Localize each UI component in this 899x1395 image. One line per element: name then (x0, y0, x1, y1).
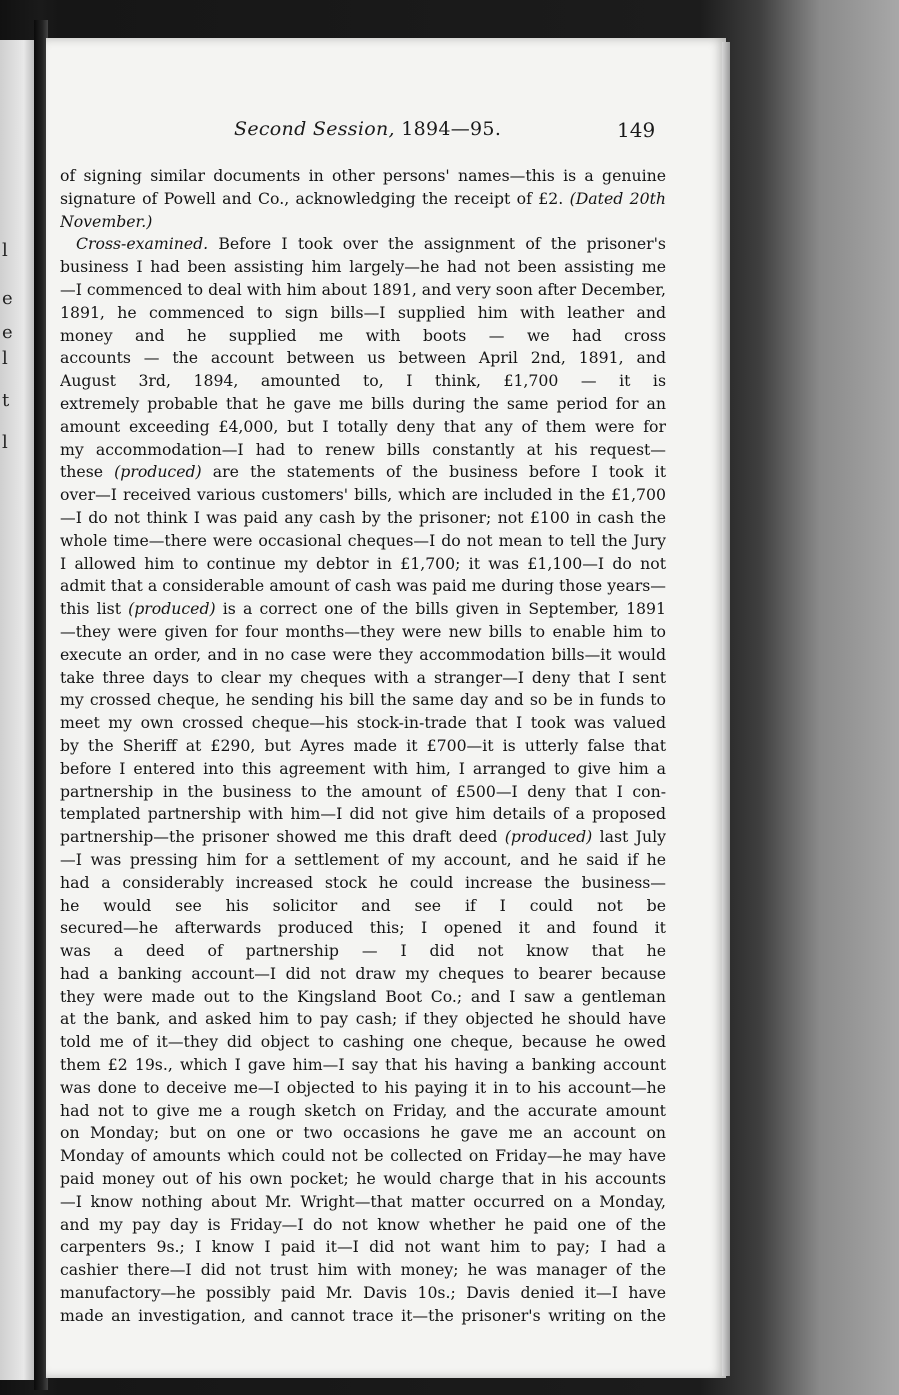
text-line: August 3rd, 1894, amounted to, I think, £1,700 — it is (60, 371, 666, 391)
facing-page-edge (0, 40, 34, 1380)
text-line: amount exceeding £4,000, but I totally deny that any of them were for (60, 416, 666, 436)
text-line: them £2 19s., which I gave him—I say that his having a banking account (60, 1055, 666, 1075)
text-line: this list (produced) is a correct one of the bills given in September, 1891 (60, 599, 666, 619)
text-line: Monday of amounts which could not be collected on Friday—he may have (60, 1146, 666, 1166)
text-line: I allowed him to continue my debtor in £1,700; it was £1,100—I do not (60, 553, 666, 573)
text-line: Cross-examined. Before I took over the assignment of the prisoner's (76, 234, 666, 254)
page-edge-shadow (722, 42, 730, 1376)
facing-page-fragment: l (2, 432, 8, 453)
text-line: partnership in the business to the amount of £500—I deny that I con- (60, 781, 666, 801)
text-line: by the Sheriff at £290, but Ayres made it £700—it is utterly false that (60, 735, 666, 755)
text-line: they were made out to the Kingsland Boot Co.; and I saw a gentleman (60, 986, 666, 1006)
running-head (234, 118, 514, 140)
text-line: made an investigation, and cannot trace it—the prisoner's writing on the (60, 1305, 666, 1325)
text-line: of signing similar documents in other persons' names—this is a genuine (60, 166, 666, 185)
text-line: told me of it—they did object to cashing one cheque, because he owed (60, 1032, 666, 1052)
text-line: cashier there—I did not trust him with money; he was manager of the (60, 1260, 666, 1280)
running-head-italic: Second Session, (234, 118, 395, 140)
page-number: 149 (617, 118, 656, 142)
text-line: extremely probable that he gave me bills during the same period for an (60, 393, 666, 413)
text-line: take three days to clear my cheques with a stranger—I deny that I sent (60, 667, 666, 687)
facing-page-fragment: t (2, 390, 10, 411)
running-head-years: 1894—95. (401, 118, 502, 140)
facing-page-fragment: l (2, 240, 8, 261)
facing-page-fragment: e (2, 288, 13, 309)
text-line: secured—he afterwards produced this; I opened it and found it (60, 918, 666, 938)
text-line: partnership—the prisoner showed me this draft deed (produced) last July (60, 827, 666, 847)
text-line: admit that a considerable amount of cash was paid me during those years— (60, 576, 666, 596)
text-line: —they were given for four months—they were new bills to enable him to (60, 621, 666, 641)
text-line: my crossed cheque, he sending his bill the same day and so be in funds to (60, 690, 666, 710)
text-line: was a deed of partnership — I did not know that he (60, 941, 666, 961)
text-line: and my pay day is Friday—I do not know whether he paid one of the (60, 1214, 666, 1234)
text-line: whole time—there were occasional cheques—I do not mean to tell the Jury (60, 530, 666, 550)
text-line: —I know nothing about Mr. Wright—that matter occurred on a Monday, (60, 1191, 666, 1211)
text-line: meet my own crossed cheque—his stock-in-trade that I took was valued (60, 713, 666, 733)
text-line: money and he supplied me with boots — we had cross (60, 325, 666, 345)
text-line: —I was pressing him for a settlement of my account, and he said if he (60, 849, 666, 869)
facing-page-fragment: e (2, 322, 13, 343)
text-line: my accommodation—I had to renew bills constantly at his request— (60, 439, 666, 459)
text-line: signature of Powell and Co., acknowledging the receipt of £2. (Dated 20th (60, 188, 666, 208)
text-line: was done to deceive me—I objected to his paying it in to his account—he (60, 1077, 666, 1097)
text-line: carpenters 9s.; I know I paid it—I did not want him to pay; I had a (60, 1237, 666, 1257)
text-line: templated partnership with him—I did not give him details of a proposed (60, 804, 666, 824)
text-line: paid money out of his own pocket; he would charge that in his accounts (60, 1169, 666, 1189)
text-line: execute an order, and in no case were they accommodation bills—it would (60, 644, 666, 664)
text-line: on Monday; but on one or two occasions he gave me an account on (60, 1123, 666, 1143)
text-line: over—I received various customers' bills, which are included in the £1,700 (60, 485, 666, 505)
page-header (46, 116, 726, 146)
text-line: had not to give me a rough sketch on Friday, and the accurate amount (60, 1100, 666, 1120)
text-line: manufactory—he possibly paid Mr. Davis 10s.; Davis denied it—I have (60, 1283, 666, 1303)
text-line: November.) (60, 211, 153, 231)
text-line: had a considerably increased stock he could increase the business— (60, 872, 666, 892)
text-line: at the bank, and asked him to pay cash; if they objected he should have (60, 1009, 666, 1029)
text-line: 1891, he commenced to sign bills—I supplied him with leather and (60, 302, 666, 322)
body-text (60, 165, 666, 1328)
book-page (46, 38, 726, 1378)
text-line: had a banking account—I did not draw my cheques to bearer because (60, 963, 666, 983)
text-line: he would see his solicitor and see if I could not be (60, 895, 666, 915)
text-line: —I commenced to deal with him about 1891, and very soon after December, (60, 279, 666, 299)
text-line: —I do not think I was paid any cash by the prisoner; not £100 in cash the (60, 507, 666, 527)
text-line: business I had been assisting him largely—he had not been assisting me (60, 257, 666, 277)
text-line: before I entered into this agreement with him, I arranged to give him a (60, 758, 666, 778)
text-line: these (produced) are the statements of the business before I took it (60, 462, 666, 482)
facing-page-fragment: l (2, 348, 8, 369)
text-line: accounts — the account between us between April 2nd, 1891, and (60, 348, 666, 368)
